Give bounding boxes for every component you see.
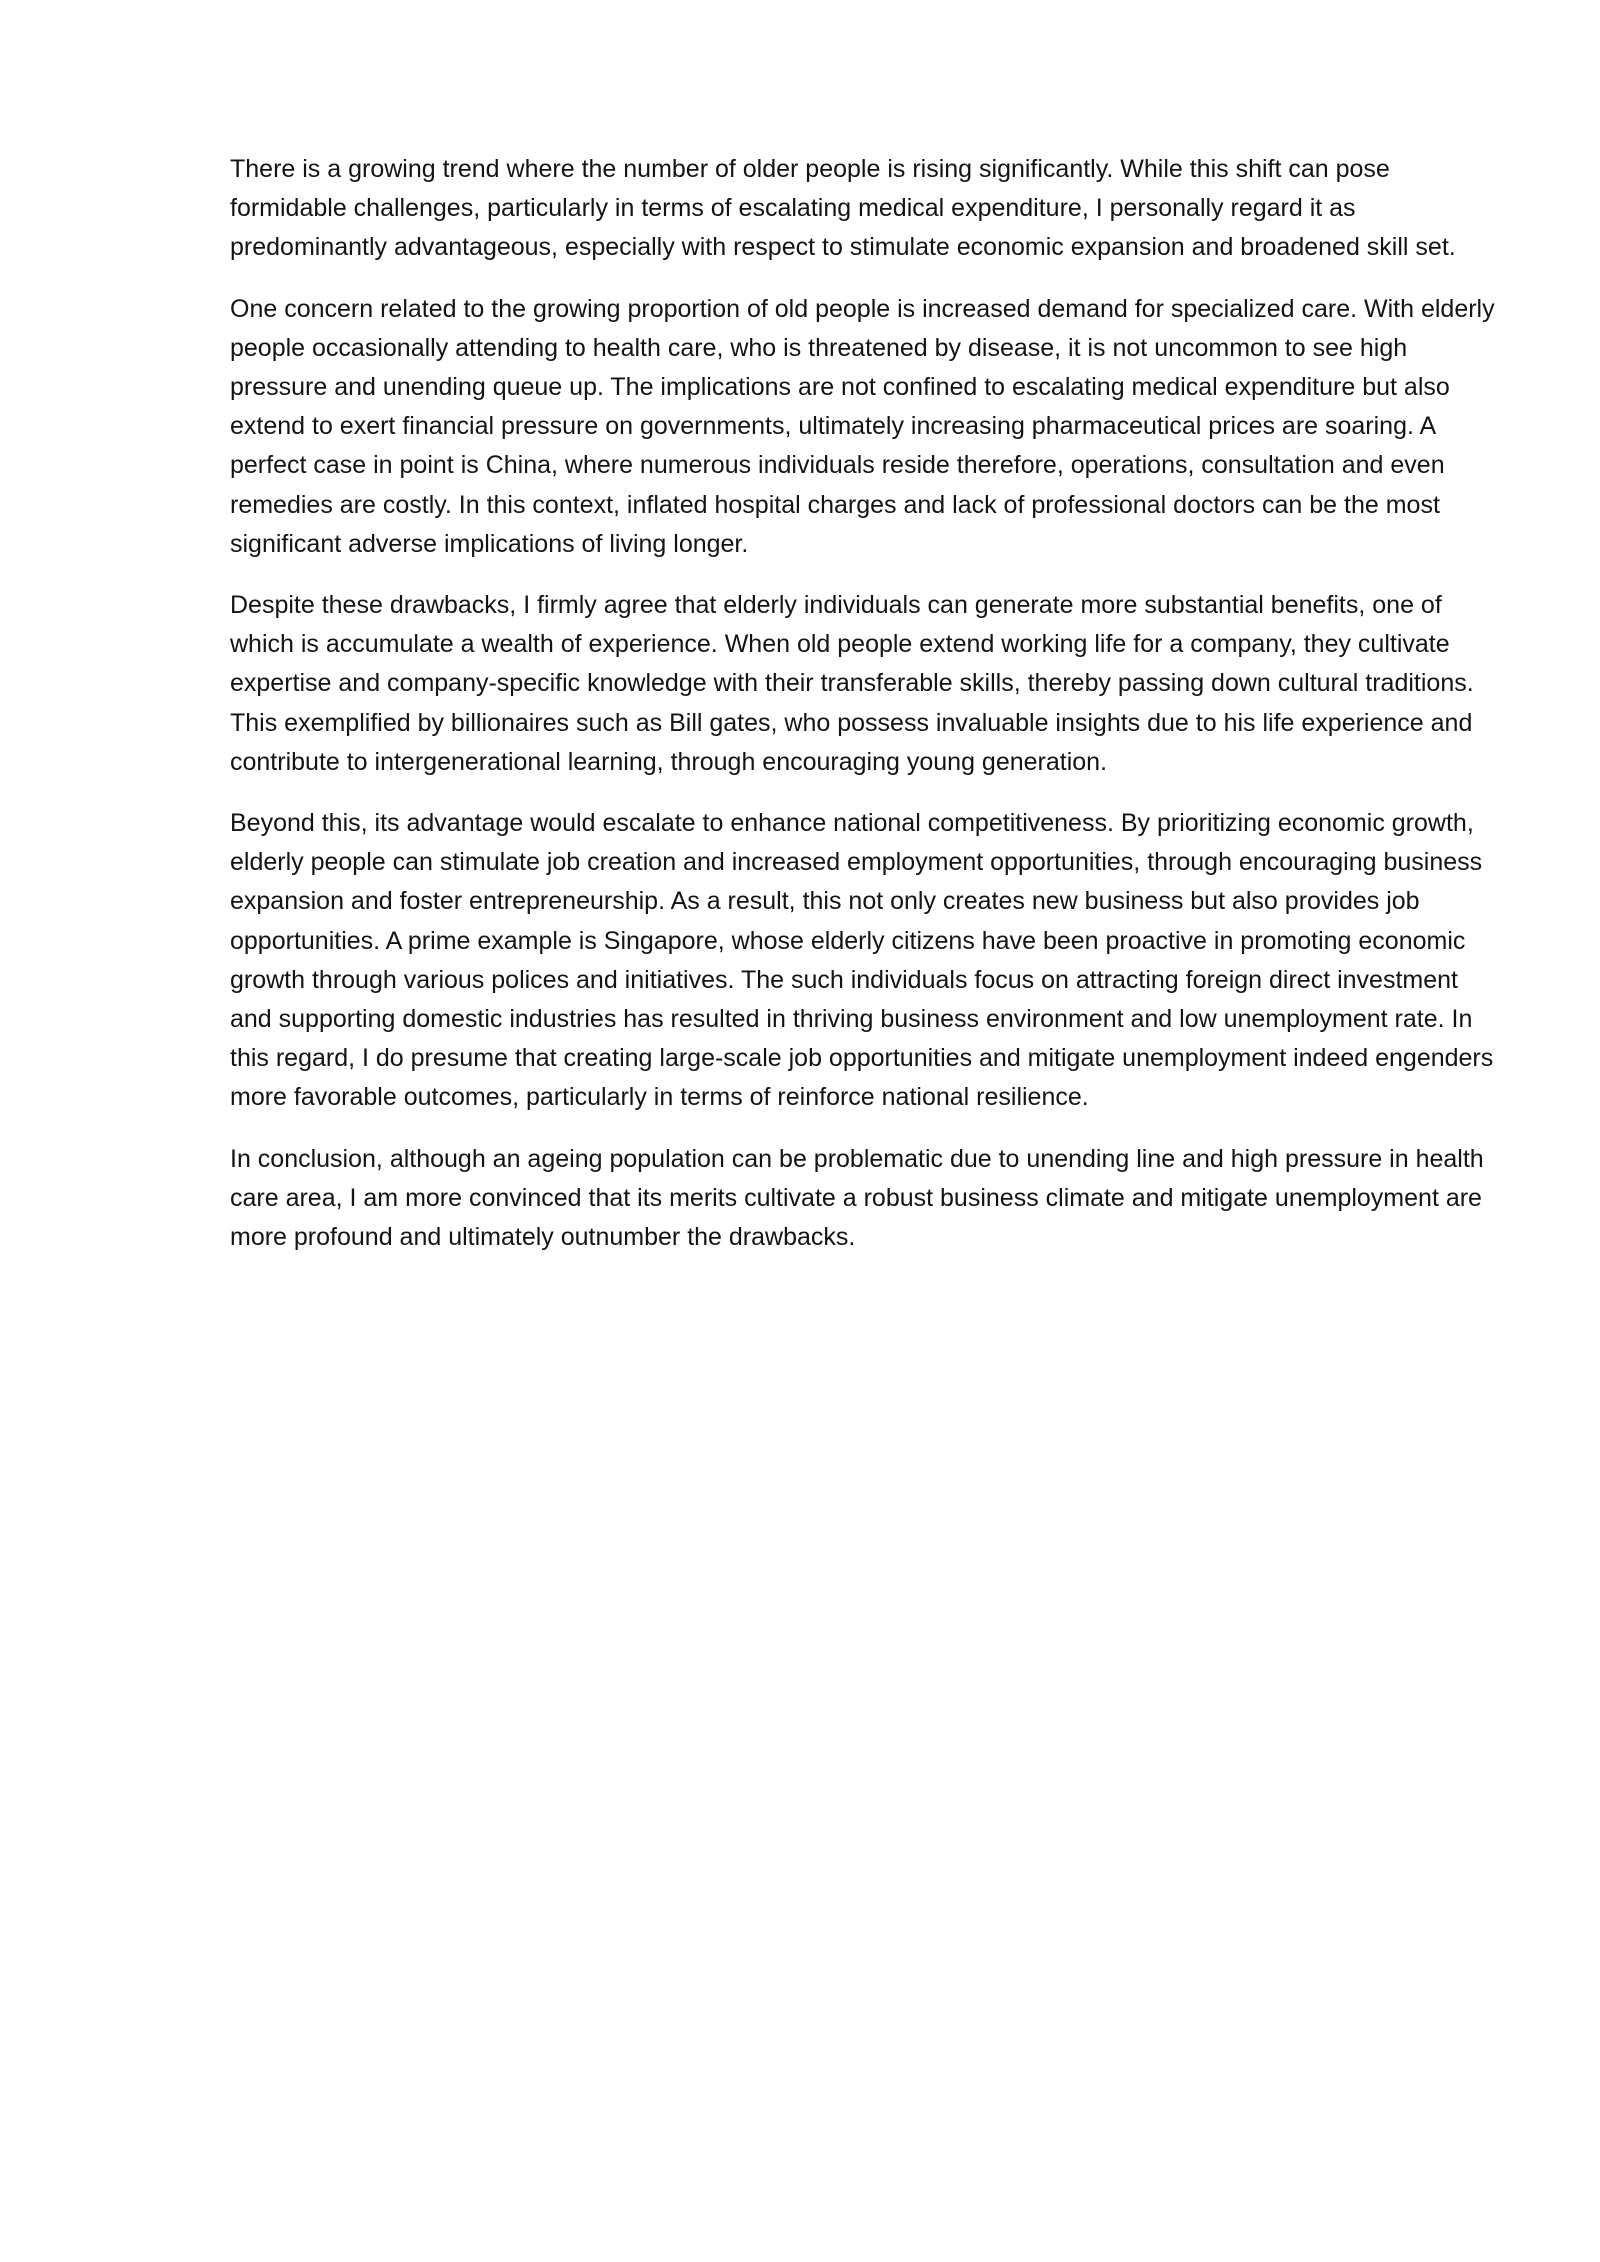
- paragraph-benefit-competitiveness: Beyond this, its advantage would escalate to enhance national competitiveness. By prioritizing economic growth, elderly people can stimulate job creation and increased employment opportunities, through encouraging business expansion and foster entrepreneurship. As a result, this not only creates new business but also provides job opportunities. A prime example is Singapore, whose elderly citizens have been proactive in promoting economic growth through various polices and initiatives. The such individuals focus on attracting foreign direct investment and supporting domestic industries has resulted in thriving business environment and low unemployment rate. In this regard, I do presume that creating large-scale job opportunities and mitigate unemployment indeed engenders more favorable outcomes, particularly in terms of reinforce national resilience.: [230, 809, 1494, 1112]
- essay-body: [230, 150, 1500, 1279]
- paragraph-benefit-experience: Despite these drawbacks, I firmly agree that elderly individuals can generate more substantial benefits, one of which is accumulate a wealth of experience. When old people extend working life for a company, they cultivate expertise and company-specific knowledge with their transferable skills, thereby passing down cultural traditions. This exemplified by billionaires such as Bill gates, who possess invaluable insights due to his life experience and contribute to intergenerational learning, through encouraging young generation.: [230, 591, 1474, 776]
- paragraph-introduction: There is a growing trend where the number of older people is rising significantly. While this shift can pose formidable challenges, particularly in terms of escalating medical expenditure, I personally regard it as predominantly advantageous, especially with respect to stimulate economic expansion and broadened skill set.: [230, 155, 1456, 262]
- paragraph-concern: One concern related to the growing proportion of old people is increased demand for specialized care. With elderly people occasionally attending to health care, who is threatened by disease, it is not uncommon to see high pressure and unending queue up. The implications are not confined to escalating medical expenditure but also extend to exert financial pressure on governments, ultimately increasing pharmaceutical prices are soaring. A perfect case in point is China, where numerous individuals reside therefore, operations, consultation and even remedies are costly. In this context, inflated hospital charges and lack of professional doctors can be the most significant adverse implications of living longer.: [230, 294, 1495, 558]
- paragraph-conclusion: In conclusion, although an ageing population can be problematic due to unending line and high pressure in health care area, I am more convinced that its merits cultivate a robust business climate and mitigate unemployment are more profound and ultimately outnumber the drawbacks.: [230, 1144, 1484, 1252]
